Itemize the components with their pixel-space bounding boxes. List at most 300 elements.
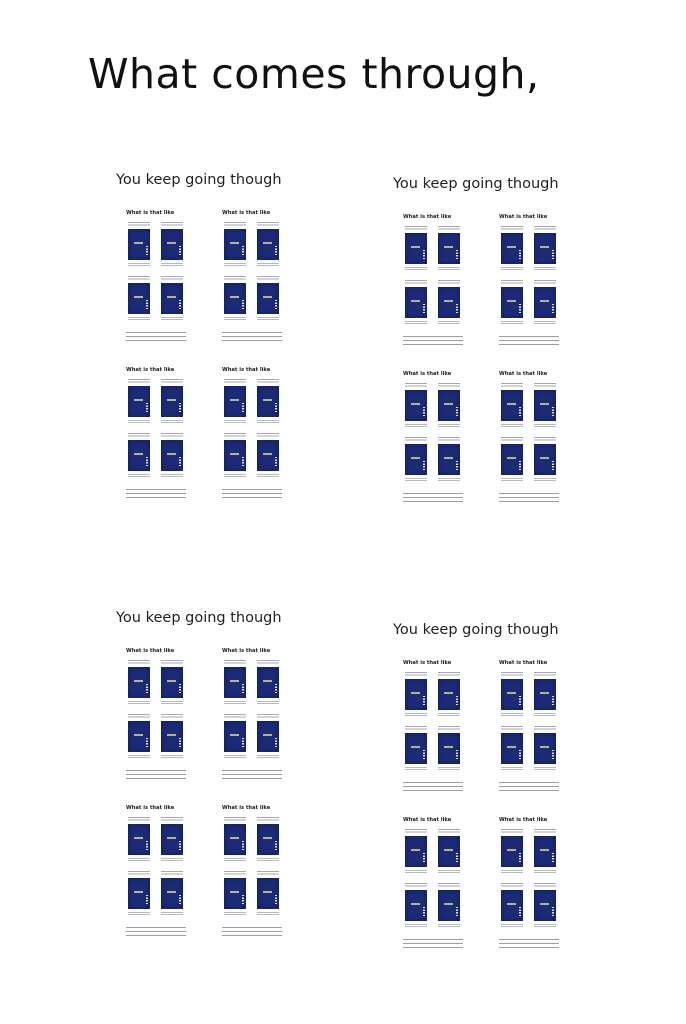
thumbnail-caption	[438, 883, 460, 888]
book-thumbnail	[405, 883, 427, 928]
thumbnail-caption	[161, 433, 183, 438]
thumbnail-caption	[257, 433, 279, 438]
book-thumbnail	[438, 726, 460, 771]
book-cover-image	[534, 390, 556, 421]
sub-panel-title: What is that like	[499, 660, 548, 666]
book-cover-image	[405, 287, 427, 318]
book-cover-image	[257, 824, 279, 855]
thumbnail-caption	[534, 883, 556, 888]
book-thumbnail	[224, 222, 246, 267]
book-thumbnail	[501, 383, 523, 428]
book-thumbnail	[257, 433, 279, 478]
thumbnail-caption	[128, 714, 150, 719]
book-thumbnail	[224, 433, 246, 478]
book-cover-image	[438, 836, 460, 867]
sub-panel	[499, 371, 569, 511]
book-cover-image	[257, 386, 279, 417]
book-cover-image	[501, 679, 523, 710]
thumbnail-meta	[128, 755, 150, 759]
book-thumbnail	[128, 433, 150, 478]
thumbnail-meta	[438, 767, 460, 771]
sub-panel-title: What is that like	[222, 805, 271, 811]
thumbnail-caption	[224, 276, 246, 281]
sub-panel-title: What is that like	[403, 817, 452, 823]
thumbnail-caption	[534, 829, 556, 834]
book-thumbnail	[128, 222, 150, 267]
thumbnail-meta	[501, 924, 523, 928]
thumbnail-caption	[161, 379, 183, 384]
book-thumbnail	[257, 222, 279, 267]
thumbnail-meta	[161, 420, 183, 424]
thumbnail-meta	[501, 321, 523, 325]
sub-panel	[222, 210, 292, 350]
book-thumbnail	[224, 714, 246, 759]
thumbnail-meta	[405, 267, 427, 271]
paragraph-illegible	[126, 489, 186, 501]
thumbnail-caption	[224, 871, 246, 876]
book-thumbnail	[128, 379, 150, 424]
paragraph-illegible	[403, 493, 463, 505]
panel-title: You keep going though	[116, 610, 282, 626]
book-thumbnail	[405, 280, 427, 325]
thumbnail-caption	[501, 226, 523, 231]
book-cover-image	[438, 233, 460, 264]
book-thumbnail	[128, 871, 150, 916]
book-thumbnail	[501, 726, 523, 771]
thumbnail-caption	[128, 660, 150, 665]
thumbnail-meta	[257, 317, 279, 321]
book-thumbnail	[257, 379, 279, 424]
thumbnail-meta	[161, 755, 183, 759]
book-thumbnail	[438, 226, 460, 271]
thumbnail-meta	[161, 701, 183, 705]
book-cover-image	[534, 836, 556, 867]
thumbnail-meta	[438, 424, 460, 428]
book-cover-image	[257, 878, 279, 909]
thumbnail-meta	[438, 267, 460, 271]
book-cover-image	[534, 233, 556, 264]
sub-panel-title: What is that like	[499, 817, 548, 823]
thumbnail-caption	[128, 276, 150, 281]
thumbnail-meta	[161, 912, 183, 916]
thumbnail-meta	[257, 755, 279, 759]
thumbnail-caption	[405, 672, 427, 677]
thumbnail-panel	[116, 608, 316, 953]
thumbnail-caption	[438, 280, 460, 285]
sub-panel-title: What is that like	[403, 214, 452, 220]
paragraph-illegible	[499, 493, 559, 505]
thumbnail-panel	[116, 170, 316, 515]
book-cover-image	[257, 721, 279, 752]
thumbnail-meta	[438, 870, 460, 874]
sub-panel-title: What is that like	[126, 648, 175, 654]
paragraph-illegible	[222, 770, 282, 782]
thumbnail-meta	[128, 701, 150, 705]
thumbnail-caption	[501, 437, 523, 442]
book-cover-image	[161, 229, 183, 260]
thumbnail-meta	[405, 924, 427, 928]
thumbnail-caption	[438, 437, 460, 442]
thumbnail-caption	[534, 672, 556, 677]
thumbnail-meta	[257, 701, 279, 705]
thumbnail-caption	[501, 280, 523, 285]
paragraph-illegible	[126, 770, 186, 782]
book-cover-image	[128, 824, 150, 855]
thumbnail-meta	[405, 424, 427, 428]
thumbnail-caption	[161, 222, 183, 227]
thumbnail-meta	[257, 474, 279, 478]
sub-panel	[222, 805, 292, 945]
book-cover-image	[128, 229, 150, 260]
book-cover-image	[161, 283, 183, 314]
book-cover-image	[224, 386, 246, 417]
book-thumbnail	[224, 817, 246, 862]
sub-panel	[126, 210, 196, 350]
thumbnail-meta	[501, 713, 523, 717]
book-thumbnail	[405, 226, 427, 271]
thumbnail-caption	[534, 226, 556, 231]
book-cover-image	[128, 667, 150, 698]
sub-panel-title: What is that like	[499, 371, 548, 377]
thumbnail-meta	[224, 858, 246, 862]
thumbnail-caption	[405, 280, 427, 285]
thumbnail-meta	[534, 267, 556, 271]
thumbnail-caption	[161, 660, 183, 665]
thumbnail-meta	[224, 701, 246, 705]
book-cover-image	[501, 390, 523, 421]
thumbnail-caption	[257, 222, 279, 227]
book-cover-image	[224, 824, 246, 855]
thumbnail-meta	[438, 321, 460, 325]
thumbnail-meta	[501, 870, 523, 874]
thumbnail-caption	[224, 714, 246, 719]
thumbnail-meta	[501, 767, 523, 771]
thumbnail-panel	[393, 620, 593, 965]
thumbnail-meta	[534, 321, 556, 325]
sub-panel	[499, 660, 569, 800]
thumbnail-caption	[438, 383, 460, 388]
thumbnail-caption	[501, 672, 523, 677]
sub-panel	[126, 367, 196, 507]
book-thumbnail	[405, 437, 427, 482]
book-cover-image	[257, 283, 279, 314]
sub-panel	[403, 214, 473, 354]
book-cover-image	[224, 440, 246, 471]
thumbnail-meta	[438, 478, 460, 482]
paragraph-illegible	[499, 939, 559, 951]
thumbnail-meta	[405, 713, 427, 717]
thumbnail-caption	[501, 883, 523, 888]
book-cover-image	[501, 444, 523, 475]
thumbnail-meta	[128, 317, 150, 321]
thumbnail-meta	[224, 912, 246, 916]
thumbnail-meta	[501, 267, 523, 271]
book-cover-image	[257, 440, 279, 471]
thumbnail-caption	[128, 379, 150, 384]
sub-panel-title: What is that like	[499, 214, 548, 220]
thumbnail-caption	[257, 714, 279, 719]
book-cover-image	[438, 733, 460, 764]
book-thumbnail	[128, 276, 150, 321]
thumbnail-meta	[224, 420, 246, 424]
panel-title: You keep going though	[393, 622, 559, 638]
thumbnail-caption	[161, 817, 183, 822]
thumbnail-meta	[128, 474, 150, 478]
paragraph-illegible	[126, 927, 186, 939]
thumbnail-meta	[128, 263, 150, 267]
book-cover-image	[224, 283, 246, 314]
sub-panel	[222, 367, 292, 507]
book-cover-image	[534, 733, 556, 764]
book-cover-image	[224, 721, 246, 752]
book-thumbnail	[501, 437, 523, 482]
book-cover-image	[405, 836, 427, 867]
thumbnail-meta	[224, 755, 246, 759]
sub-panel-title: What is that like	[403, 660, 452, 666]
thumbnail-meta	[257, 912, 279, 916]
thumbnail-meta	[128, 858, 150, 862]
book-thumbnail	[405, 672, 427, 717]
paragraph-illegible	[403, 336, 463, 348]
thumbnail-caption	[534, 383, 556, 388]
sub-panel-grid	[124, 648, 312, 948]
thumbnail-caption	[501, 383, 523, 388]
sub-panel-grid	[401, 660, 589, 960]
book-cover-image	[405, 733, 427, 764]
book-cover-image	[405, 679, 427, 710]
book-cover-image	[438, 890, 460, 921]
thumbnail-meta	[224, 263, 246, 267]
book-cover-image	[161, 440, 183, 471]
thumbnail-caption	[405, 383, 427, 388]
book-thumbnail	[128, 660, 150, 705]
thumbnail-caption	[161, 871, 183, 876]
book-cover-image	[161, 386, 183, 417]
thumbnail-caption	[501, 829, 523, 834]
book-thumbnail	[161, 276, 183, 321]
thumbnail-caption	[257, 871, 279, 876]
thumbnail-caption	[128, 433, 150, 438]
thumbnail-meta	[405, 767, 427, 771]
thumbnail-caption	[257, 660, 279, 665]
thumbnail-meta	[128, 912, 150, 916]
sub-panel	[126, 805, 196, 945]
thumbnail-caption	[438, 829, 460, 834]
book-thumbnail	[438, 829, 460, 874]
thumbnail-caption	[534, 280, 556, 285]
sub-panel-title: What is that like	[222, 367, 271, 373]
thumbnail-caption	[257, 379, 279, 384]
book-cover-image	[534, 444, 556, 475]
book-cover-image	[501, 733, 523, 764]
book-thumbnail	[161, 222, 183, 267]
book-thumbnail	[224, 276, 246, 321]
book-cover-image	[161, 878, 183, 909]
thumbnail-caption	[405, 726, 427, 731]
book-cover-image	[257, 667, 279, 698]
thumbnail-caption	[405, 226, 427, 231]
book-thumbnail	[405, 383, 427, 428]
thumbnail-meta	[128, 420, 150, 424]
paragraph-illegible	[126, 332, 186, 344]
book-thumbnail	[534, 829, 556, 874]
book-thumbnail	[128, 817, 150, 862]
book-thumbnail	[438, 437, 460, 482]
thumbnail-caption	[161, 714, 183, 719]
book-thumbnail	[257, 871, 279, 916]
book-cover-image	[534, 679, 556, 710]
book-thumbnail	[534, 672, 556, 717]
book-thumbnail	[534, 383, 556, 428]
book-cover-image	[405, 890, 427, 921]
thumbnail-caption	[438, 726, 460, 731]
paragraph-illegible	[403, 939, 463, 951]
book-cover-image	[224, 878, 246, 909]
thumbnail-meta	[161, 858, 183, 862]
thumbnail-caption	[161, 276, 183, 281]
book-cover-image	[405, 233, 427, 264]
thumbnail-caption	[438, 226, 460, 231]
sub-panel-title: What is that like	[126, 210, 175, 216]
book-cover-image	[405, 390, 427, 421]
book-thumbnail	[438, 280, 460, 325]
book-thumbnail	[161, 871, 183, 916]
book-thumbnail	[224, 660, 246, 705]
book-cover-image	[128, 721, 150, 752]
thumbnail-meta	[501, 478, 523, 482]
book-thumbnail	[224, 871, 246, 916]
paragraph-illegible	[499, 336, 559, 348]
book-cover-image	[224, 229, 246, 260]
thumbnail-caption	[405, 437, 427, 442]
sub-panel-title: What is that like	[126, 367, 175, 373]
book-cover-image	[405, 444, 427, 475]
book-cover-image	[128, 386, 150, 417]
book-cover-image	[501, 890, 523, 921]
thumbnail-meta	[161, 317, 183, 321]
book-thumbnail	[161, 379, 183, 424]
thumbnail-caption	[224, 433, 246, 438]
book-thumbnail	[128, 714, 150, 759]
book-thumbnail	[534, 883, 556, 928]
book-thumbnail	[405, 726, 427, 771]
panel-title: You keep going though	[393, 176, 559, 192]
thumbnail-caption	[257, 817, 279, 822]
book-thumbnail	[501, 883, 523, 928]
thumbnail-caption	[405, 883, 427, 888]
book-cover-image	[534, 890, 556, 921]
sub-panel	[403, 371, 473, 511]
book-cover-image	[128, 283, 150, 314]
book-thumbnail	[438, 672, 460, 717]
sub-panel	[222, 648, 292, 788]
paragraph-illegible	[403, 782, 463, 794]
book-cover-image	[257, 229, 279, 260]
book-thumbnail	[501, 226, 523, 271]
book-thumbnail	[534, 437, 556, 482]
thumbnail-meta	[534, 424, 556, 428]
thumbnail-panel	[393, 174, 593, 519]
book-cover-image	[438, 287, 460, 318]
sub-panel	[499, 214, 569, 354]
thumbnail-meta	[161, 474, 183, 478]
book-thumbnail	[534, 280, 556, 325]
sub-panel-title: What is that like	[222, 648, 271, 654]
book-cover-image	[224, 667, 246, 698]
thumbnail-meta	[534, 924, 556, 928]
book-thumbnail	[161, 714, 183, 759]
book-thumbnail	[501, 829, 523, 874]
thumbnail-meta	[257, 263, 279, 267]
paragraph-illegible	[222, 489, 282, 501]
book-thumbnail	[161, 660, 183, 705]
book-cover-image	[161, 824, 183, 855]
thumbnail-caption	[224, 817, 246, 822]
book-cover-image	[161, 667, 183, 698]
panel-title: You keep going though	[116, 172, 282, 188]
thumbnail-meta	[224, 317, 246, 321]
sub-panel	[499, 817, 569, 957]
thumbnail-caption	[501, 726, 523, 731]
thumbnail-caption	[128, 222, 150, 227]
book-thumbnail	[257, 276, 279, 321]
thumbnail-caption	[224, 660, 246, 665]
paragraph-illegible	[222, 332, 282, 344]
book-thumbnail	[438, 383, 460, 428]
thumbnail-meta	[224, 474, 246, 478]
sub-panel	[126, 648, 196, 788]
thumbnail-caption	[405, 829, 427, 834]
thumbnail-meta	[161, 263, 183, 267]
sub-panel	[403, 660, 473, 800]
book-thumbnail	[438, 883, 460, 928]
thumbnail-meta	[501, 424, 523, 428]
sub-panel	[403, 817, 473, 957]
book-thumbnail	[161, 817, 183, 862]
book-cover-image	[534, 287, 556, 318]
book-cover-image	[128, 440, 150, 471]
thumbnail-caption	[128, 817, 150, 822]
book-cover-image	[438, 444, 460, 475]
book-thumbnail	[405, 829, 427, 874]
thumbnail-meta	[534, 478, 556, 482]
thumbnail-caption	[534, 726, 556, 731]
thumbnail-meta	[405, 478, 427, 482]
thumbnail-meta	[534, 767, 556, 771]
book-thumbnail	[257, 660, 279, 705]
thumbnail-meta	[438, 924, 460, 928]
sub-panel-title: What is that like	[222, 210, 271, 216]
thumbnail-caption	[128, 871, 150, 876]
sub-panel-grid	[401, 214, 589, 514]
book-cover-image	[161, 721, 183, 752]
book-thumbnail	[257, 817, 279, 862]
thumbnail-meta	[534, 870, 556, 874]
thumbnail-caption	[224, 222, 246, 227]
book-cover-image	[438, 390, 460, 421]
book-thumbnail	[501, 280, 523, 325]
sub-panel-grid	[124, 210, 312, 510]
book-cover-image	[501, 233, 523, 264]
thumbnail-meta	[405, 321, 427, 325]
thumbnail-caption	[224, 379, 246, 384]
thumbnail-meta	[438, 713, 460, 717]
book-thumbnail	[161, 433, 183, 478]
thumbnail-caption	[257, 276, 279, 281]
book-cover-image	[501, 287, 523, 318]
book-thumbnail	[501, 672, 523, 717]
book-thumbnail	[224, 379, 246, 424]
